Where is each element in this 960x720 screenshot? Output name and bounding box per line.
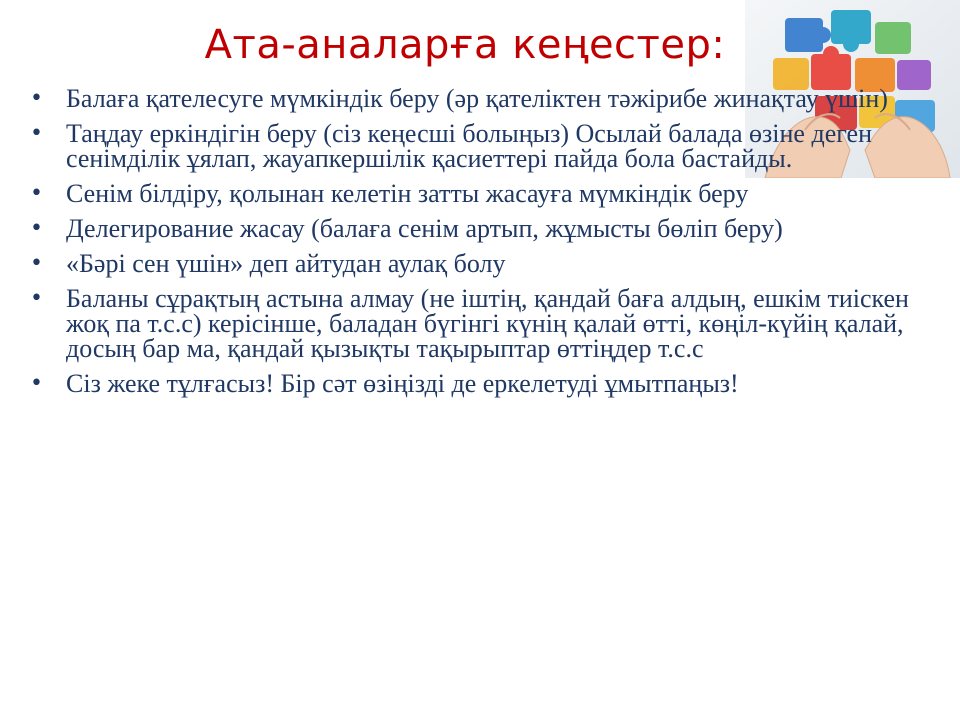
bullet-icon: • (30, 286, 43, 311)
list-item (30, 371, 945, 396)
list-item (30, 251, 945, 276)
bullet-icon: • (30, 216, 43, 241)
list-item (30, 286, 945, 361)
list-item-text: Балаға қателесуге мүмкіндік беру (әр қателіктен тәжірибе жинақтау үшін) (66, 84, 888, 113)
list-item (30, 86, 945, 111)
list-item (30, 121, 945, 171)
bullet-icon: • (30, 181, 43, 206)
bullet-icon: • (30, 121, 43, 146)
bullet-icon: • (30, 371, 43, 396)
list-item-text: Сіз жеке тұлғасыз! Бір сәт өзіңізді де еркелетуді ұмытпаңыз! (66, 369, 739, 398)
list-item-text: Делегирование жасау (балаға сенім артып, жұмысты бөліп беру) (66, 214, 783, 243)
list-item-text: Таңдау еркіндігін беру (сіз кеңесші болыңыз) Осылай балада өзіне деген сенімділік ұялап, жауапкершілік қасиеттері пайда бола бастайды. (66, 119, 873, 173)
bullet-icon: • (30, 251, 43, 276)
advice-list (30, 86, 945, 406)
list-item-text: Баланы сұрақтың астына алмау (не іштің, қандай баға алдың, ешкім тиіскен жоқ па т.с.с) керісінше, баладан бүгінгі күнің қалай өтті, көңіл-күйің қалай, досың бар ма, қандай қызықты тақырыптар өттіңдер т.с.с (66, 284, 909, 363)
list-item (30, 181, 945, 206)
list-item-text: «Бәрі сен үшін» деп айтудан аулақ болу (66, 249, 506, 278)
list-item (30, 216, 945, 241)
bullet-icon: • (30, 86, 43, 111)
list-item-text: Сенім білдіру, қолынан келетін затты жасауға мүмкіндік беру (66, 179, 749, 208)
slide-title: Ата-аналарға кеңестер: (204, 22, 726, 68)
